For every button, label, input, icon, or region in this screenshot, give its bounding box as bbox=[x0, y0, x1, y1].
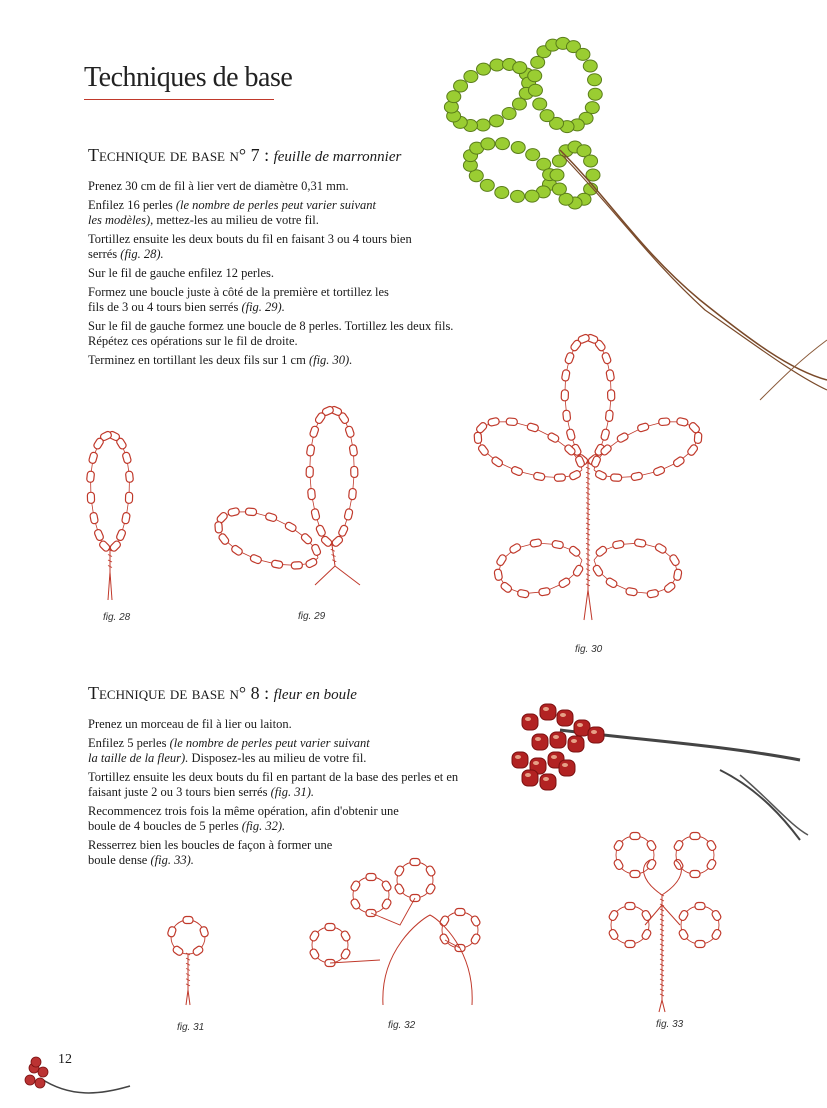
s8-para-0: Prenez un morceau de fil à lier ou laiton. bbox=[88, 717, 292, 731]
section-8-title-sub: fleur en boule bbox=[273, 687, 357, 703]
fig-30-beads bbox=[474, 334, 702, 620]
fig-31-caption: fig. 31 bbox=[177, 1022, 205, 1033]
fig-30-caption: fig. 30 bbox=[575, 644, 603, 655]
fig-33-beads bbox=[608, 833, 722, 1013]
fig-31-beads bbox=[167, 917, 209, 1006]
section-7-title bbox=[88, 145, 401, 166]
fig-33-caption: fig. 33 bbox=[656, 1019, 684, 1030]
section-8-title-caps: Technique de base n° 8 : bbox=[88, 683, 270, 703]
page-title: Techniques de base bbox=[84, 62, 293, 93]
fig-29-beads bbox=[215, 405, 360, 585]
s8-para-1: Enfilez 5 perles (le nombre de perles peut varier suivant la taille de la fleur). Disposez-les au milieu de votre fil. bbox=[88, 736, 370, 765]
s7-para-2: Tortillez ensuite les deux bouts du fil en faisant 3 ou 4 tours bien serrés (fig. 28). bbox=[88, 232, 412, 261]
fig-28-beads bbox=[86, 430, 133, 600]
section-8-body bbox=[88, 717, 488, 872]
red-flower-photo bbox=[512, 704, 808, 840]
s8-para-4: Resserrez bien les boucles de façon à former une boule dense (fig. 33). bbox=[88, 838, 333, 867]
s7-para-0: Prenez 30 cm de fil à lier vert de diamètre 0,31 mm. bbox=[88, 179, 349, 193]
fig-32-beads bbox=[309, 859, 481, 1006]
fig-32-caption: fig. 32 bbox=[388, 1020, 416, 1031]
s8-para-2: Tortillez ensuite les deux bouts du fil en partant de la base des perles et en faisant juste 2 ou 3 tours bien serrés (fig. 31). bbox=[88, 770, 459, 799]
section-7-body bbox=[88, 179, 488, 372]
section-7-title-sub: feuille de marronnier bbox=[273, 149, 402, 165]
s7-para-4: Formez une boucle juste à côté de la première et tortillez les fils de 3 ou 4 tours bien serrés (fig. 29). bbox=[88, 285, 389, 314]
page-number: 12 bbox=[58, 1052, 72, 1067]
s8-para-3: Recommencez trois fois la même opération, afin d'obtenir une boule de 4 boucles de 5 perles (fig. 32). bbox=[88, 804, 399, 833]
s7-para-5: Sur le fil de gauche formez une boucle de 8 perles. Tortillez les deux fils. Répétez ces opérations sur le fil de droite. bbox=[88, 319, 454, 348]
section-8-title bbox=[88, 683, 357, 704]
section-7-title-caps: Technique de base n° 7 : bbox=[88, 145, 270, 165]
fig-29-caption: fig. 29 bbox=[298, 611, 326, 622]
s7-para-1: Enfilez 16 perles (le nombre de perles peut varier suivant les modèles), mettez-les au milieu de votre fil. bbox=[88, 198, 376, 227]
title-underline bbox=[84, 99, 274, 100]
s7-para-3: Sur le fil de gauche enfilez 12 perles. bbox=[88, 266, 275, 280]
fig-28-caption: fig. 28 bbox=[103, 612, 131, 623]
footer-flower-ornament bbox=[25, 1057, 130, 1093]
s7-para-6: Terminez en tortillant les deux fils sur 1 cm (fig. 30). bbox=[88, 353, 353, 367]
